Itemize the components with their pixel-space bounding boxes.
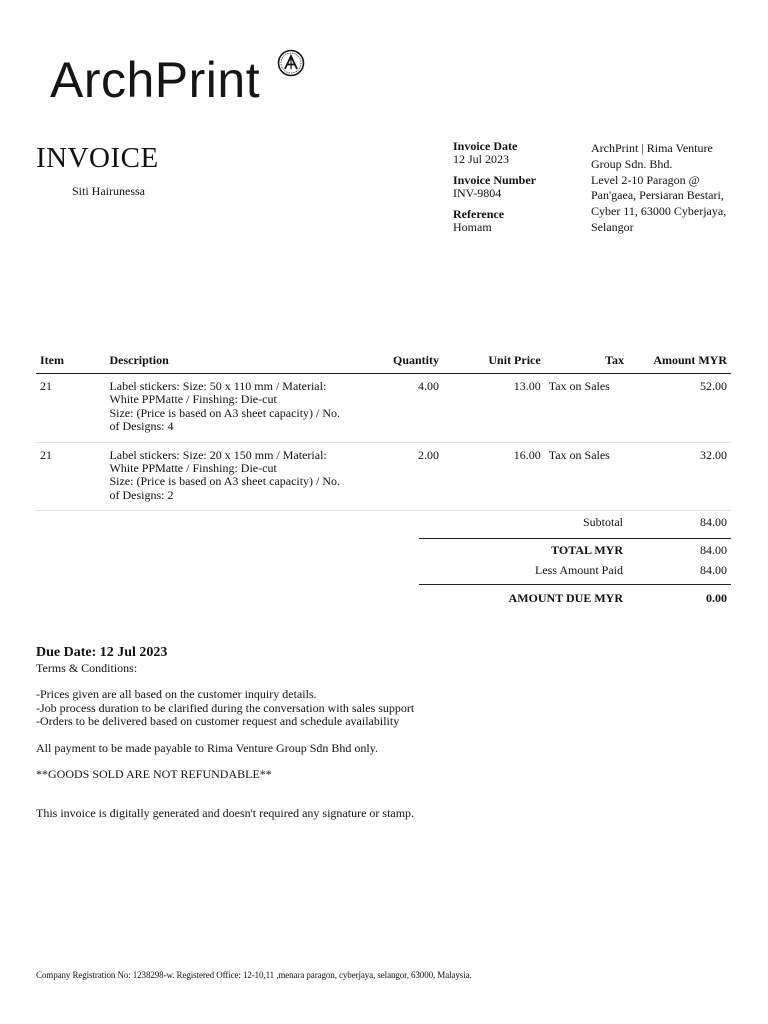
company-logo <box>50 50 260 110</box>
terms-item: -Orders to be delivered based on customer request and schedule availability <box>36 714 400 729</box>
terms-heading: Terms & Conditions: <box>36 661 138 675</box>
description-line: Label stickers: Size: 20 x 150 mm / Material: <box>109 447 327 462</box>
header-unit-price: Unit Price <box>443 353 545 374</box>
totals-block <box>419 512 731 608</box>
subtotal-row <box>419 512 731 532</box>
description-line: White PPMatte / Finshing: Die-cut <box>109 392 277 407</box>
header-quantity: Quantity <box>358 353 443 374</box>
terms-item: -Job process duration to be clarified during the conversation with sales support <box>36 700 415 715</box>
customer-name: Siti Hairunessa <box>72 184 145 198</box>
table-row <box>36 374 731 443</box>
total-value: 84.00 <box>700 543 727 557</box>
amount-due-label: AMOUNT DUE MYR <box>508 591 623 605</box>
amount-paid-row <box>419 560 731 580</box>
description-line: White PPMatte / Finshing: Die-cut <box>109 461 277 476</box>
terms-section <box>36 662 536 821</box>
reference-value: Homam <box>453 220 492 234</box>
header-item: Item <box>36 353 105 374</box>
address-line: Group Sdn. Bhd. <box>591 156 673 171</box>
footer-registration: Company Registration No: 1238298-w. Registered Office: 12-10,11 ,menara paragon, cyberjaya, selangor, 63000, Malaysia. <box>36 970 472 980</box>
payment-note: All payment to be made payable to Rima Venture Group Sdn Bhd only. <box>36 740 378 755</box>
cell-tax: Tax on Sales <box>545 374 628 443</box>
address-line: ArchPrint | Rima Venture <box>591 141 713 155</box>
terms-item: -Prices given are all based on the customer inquiry details. <box>36 687 317 702</box>
cell-tax: Tax on Sales <box>545 442 628 511</box>
header-tax: Tax <box>545 353 628 374</box>
description-line: Label stickers: Size: 50 x 110 mm / Material: <box>109 379 327 393</box>
total-row <box>419 540 731 560</box>
description-line: of Designs: 4 <box>109 419 174 434</box>
divider <box>419 584 731 585</box>
refund-note: **GOODS SOLD ARE NOT REFUNDABLE** <box>36 767 272 782</box>
description-line: Size: (Price is based on A3 sheet capacity) / No. <box>109 405 341 420</box>
cell-unit-price: 16.00 <box>443 442 545 511</box>
address-line: Level 2-10 Paragon @ <box>591 172 700 187</box>
header-description: Description <box>105 353 358 374</box>
divider <box>419 538 731 539</box>
cell-item: 21 <box>36 374 105 443</box>
amount-paid-value: 84.00 <box>700 563 727 577</box>
cell-amount: 32.00 <box>628 442 731 511</box>
header-amount: Amount MYR <box>628 353 731 374</box>
amount-paid-label: Less Amount Paid <box>534 563 623 577</box>
description-line: Size: (Price is based on A3 sheet capacity) / No. <box>109 474 341 489</box>
cell-item: 21 <box>36 442 105 511</box>
invoice-date-value: 12 Jul 2023 <box>453 152 510 166</box>
cell-quantity: 4.00 <box>358 374 443 443</box>
cell-description <box>105 374 358 443</box>
company-address <box>591 141 741 236</box>
reference-label: Reference <box>453 207 505 221</box>
amount-due-value: 0.00 <box>706 591 727 605</box>
page-title: INVOICE <box>36 142 159 174</box>
table-header-row <box>36 353 731 374</box>
subtotal-label: Subtotal <box>582 515 623 529</box>
description-line: of Designs: 2 <box>109 487 174 502</box>
table-row <box>36 442 731 511</box>
logo-wordmark: ArchPrint <box>50 52 261 108</box>
amount-due-row <box>419 588 731 608</box>
address-line: Selangor <box>591 219 634 234</box>
cell-unit-price: 13.00 <box>443 374 545 443</box>
cell-amount: 52.00 <box>628 374 731 443</box>
due-date: Due Date: 12 Jul 2023 <box>36 645 168 660</box>
logo-emblem-icon <box>276 48 306 78</box>
cell-description <box>105 442 358 511</box>
line-items-table <box>36 353 731 511</box>
total-label: TOTAL MYR <box>551 543 623 557</box>
subtotal-value: 84.00 <box>700 515 727 529</box>
cell-quantity: 2.00 <box>358 442 443 511</box>
digital-note: This invoice is digitally generated and doesn't required any signature or stamp. <box>36 806 415 821</box>
invoice-date-label: Invoice Date <box>453 139 518 153</box>
address-line: Cyber 11, 63000 Cyberjaya, <box>591 204 727 219</box>
invoice-number-value: INV-9804 <box>453 186 502 200</box>
invoice-number-label: Invoice Number <box>453 173 536 187</box>
invoice-meta <box>453 140 583 242</box>
address-line: Pan'gaea, Persiaran Bestari, <box>591 188 724 203</box>
